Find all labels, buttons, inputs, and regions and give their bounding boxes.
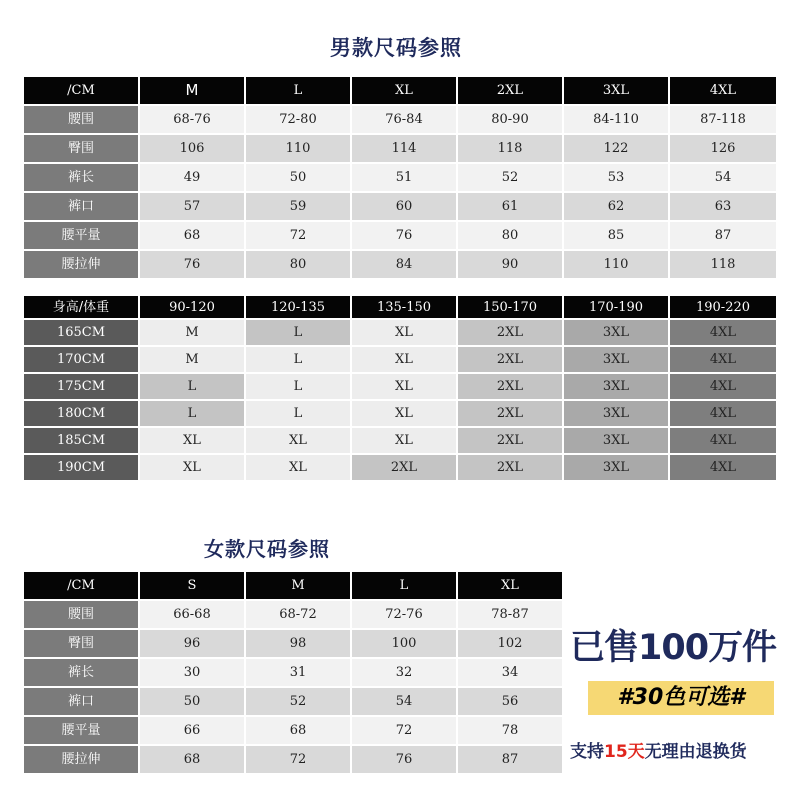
table-cell: 50 bbox=[140, 688, 244, 715]
row-label: 腰围 bbox=[24, 601, 138, 628]
row-label: 臀围 bbox=[24, 630, 138, 657]
table-cell: 49 bbox=[140, 164, 244, 191]
table-cell: 72 bbox=[246, 222, 350, 249]
header-cell: /CM bbox=[24, 77, 138, 104]
header-cell: XL bbox=[458, 572, 562, 599]
header-cell: 170-190 bbox=[564, 296, 668, 318]
row-label: 190CM bbox=[24, 455, 138, 480]
table-cell: 85 bbox=[564, 222, 668, 249]
table-cell: 31 bbox=[246, 659, 350, 686]
row-label: 175CM bbox=[24, 374, 138, 399]
table-cell: 34 bbox=[458, 659, 562, 686]
row-label: 腰平量 bbox=[24, 222, 138, 249]
table-cell: XL bbox=[352, 401, 456, 426]
header-cell: 2XL bbox=[458, 77, 562, 104]
men-fit-table bbox=[22, 294, 778, 482]
table-row bbox=[24, 193, 776, 220]
table-cell: L bbox=[246, 347, 350, 372]
table-cell: 87 bbox=[670, 222, 776, 249]
table-cell: 4XL bbox=[670, 320, 776, 345]
table-cell: 68-76 bbox=[140, 106, 244, 133]
table-cell: 56 bbox=[458, 688, 562, 715]
table-row bbox=[24, 601, 562, 628]
table-cell: 60 bbox=[352, 193, 456, 220]
sold-count-banner: 已售100万件 bbox=[570, 628, 777, 668]
table-cell: 84 bbox=[352, 251, 456, 278]
table-row bbox=[24, 717, 562, 744]
table-cell: 2XL bbox=[458, 320, 562, 345]
table-cell: 66-68 bbox=[140, 601, 244, 628]
table-cell: 68 bbox=[140, 222, 244, 249]
table-cell: 54 bbox=[670, 164, 776, 191]
table-cell: 76 bbox=[352, 746, 456, 773]
table-cell: XL bbox=[246, 455, 350, 480]
table-cell: L bbox=[140, 401, 244, 426]
women-measure-header-row bbox=[24, 572, 562, 599]
men-fit-header-row bbox=[24, 296, 776, 318]
men-measure-header-row bbox=[24, 77, 776, 104]
return-policy-text bbox=[570, 737, 800, 762]
table-row bbox=[24, 164, 776, 191]
table-cell: L bbox=[246, 320, 350, 345]
table-cell: 2XL bbox=[352, 455, 456, 480]
table-cell: 52 bbox=[458, 164, 562, 191]
table-row bbox=[24, 688, 562, 715]
table-cell: 61 bbox=[458, 193, 562, 220]
table-row bbox=[24, 320, 776, 345]
table-row bbox=[24, 630, 562, 657]
table-cell: 2XL bbox=[458, 401, 562, 426]
table-row bbox=[24, 106, 776, 133]
table-row bbox=[24, 347, 776, 372]
table-cell: 80 bbox=[246, 251, 350, 278]
table-row bbox=[24, 251, 776, 278]
table-cell: 118 bbox=[670, 251, 776, 278]
women-measure-table bbox=[22, 570, 564, 775]
table-cell: 59 bbox=[246, 193, 350, 220]
table-cell: 126 bbox=[670, 135, 776, 162]
table-cell: 102 bbox=[458, 630, 562, 657]
table-cell: 76 bbox=[140, 251, 244, 278]
table-cell: 78 bbox=[458, 717, 562, 744]
table-cell: XL bbox=[246, 428, 350, 453]
table-cell: 72 bbox=[246, 746, 350, 773]
table-cell: 106 bbox=[140, 135, 244, 162]
header-cell: M bbox=[246, 572, 350, 599]
table-cell: 68-72 bbox=[246, 601, 350, 628]
table-cell: 3XL bbox=[564, 455, 668, 480]
table-row bbox=[24, 135, 776, 162]
table-cell: 66 bbox=[140, 717, 244, 744]
table-cell: 3XL bbox=[564, 320, 668, 345]
row-label: 170CM bbox=[24, 347, 138, 372]
header-cell: /CM bbox=[24, 572, 138, 599]
table-cell: 122 bbox=[564, 135, 668, 162]
table-cell: M bbox=[140, 320, 244, 345]
table-cell: 57 bbox=[140, 193, 244, 220]
row-label: 180CM bbox=[24, 401, 138, 426]
table-cell: 78-87 bbox=[458, 601, 562, 628]
table-cell: 68 bbox=[246, 717, 350, 744]
table-cell: 72-76 bbox=[352, 601, 456, 628]
header-cell: M bbox=[140, 77, 244, 104]
table-row bbox=[24, 374, 776, 399]
table-cell: 87 bbox=[458, 746, 562, 773]
header-cell: 90-120 bbox=[140, 296, 244, 318]
table-cell: M bbox=[140, 347, 244, 372]
table-cell: 87-118 bbox=[670, 106, 776, 133]
header-cell: XL bbox=[352, 77, 456, 104]
header-cell: 身高/体重 bbox=[24, 296, 138, 318]
table-cell: L bbox=[246, 401, 350, 426]
return-policy-prefix: 支持 bbox=[570, 742, 604, 762]
header-cell: S bbox=[140, 572, 244, 599]
table-cell: 68 bbox=[140, 746, 244, 773]
table-cell: 50 bbox=[246, 164, 350, 191]
row-label: 裤口 bbox=[24, 193, 138, 220]
row-label: 185CM bbox=[24, 428, 138, 453]
table-cell: 32 bbox=[352, 659, 456, 686]
table-row bbox=[24, 746, 562, 773]
table-cell: 51 bbox=[352, 164, 456, 191]
table-cell: 76 bbox=[352, 222, 456, 249]
table-cell: XL bbox=[352, 347, 456, 372]
row-label: 裤长 bbox=[24, 659, 138, 686]
table-cell: 3XL bbox=[564, 374, 668, 399]
table-cell: 2XL bbox=[458, 428, 562, 453]
header-cell: 3XL bbox=[564, 77, 668, 104]
table-cell: 4XL bbox=[670, 374, 776, 399]
table-cell: XL bbox=[140, 428, 244, 453]
table-cell: 2XL bbox=[458, 455, 562, 480]
table-cell: 3XL bbox=[564, 428, 668, 453]
table-row bbox=[24, 401, 776, 426]
men-size-title: 男款尺码参照 bbox=[330, 36, 462, 60]
table-cell: 114 bbox=[352, 135, 456, 162]
header-cell: 190-220 bbox=[670, 296, 776, 318]
header-cell: 135-150 bbox=[352, 296, 456, 318]
table-cell: 52 bbox=[246, 688, 350, 715]
table-row bbox=[24, 222, 776, 249]
table-cell: 80 bbox=[458, 222, 562, 249]
table-cell: 72 bbox=[352, 717, 456, 744]
men-measure-table bbox=[22, 75, 778, 280]
row-label: 裤长 bbox=[24, 164, 138, 191]
table-cell: 53 bbox=[564, 164, 668, 191]
table-cell: L bbox=[140, 374, 244, 399]
table-cell: 118 bbox=[458, 135, 562, 162]
table-cell: 80-90 bbox=[458, 106, 562, 133]
women-size-title: 女款尺码参照 bbox=[204, 537, 330, 561]
table-cell: 30 bbox=[140, 659, 244, 686]
table-cell: 100 bbox=[352, 630, 456, 657]
row-label: 腰拉伸 bbox=[24, 251, 138, 278]
table-cell: XL bbox=[140, 455, 244, 480]
row-label: 腰拉伸 bbox=[24, 746, 138, 773]
table-cell: 62 bbox=[564, 193, 668, 220]
table-cell: 4XL bbox=[670, 428, 776, 453]
table-cell: 98 bbox=[246, 630, 350, 657]
table-cell: 4XL bbox=[670, 347, 776, 372]
table-cell: XL bbox=[352, 320, 456, 345]
table-cell: 2XL bbox=[458, 347, 562, 372]
color-options-badge: #30色可选# bbox=[588, 681, 774, 715]
table-cell: 110 bbox=[246, 135, 350, 162]
row-label: 腰围 bbox=[24, 106, 138, 133]
table-cell: 63 bbox=[670, 193, 776, 220]
row-label: 裤口 bbox=[24, 688, 138, 715]
return-policy-suffix: 无理由退换货 bbox=[644, 742, 747, 762]
header-cell: 4XL bbox=[670, 77, 776, 104]
table-cell: 3XL bbox=[564, 347, 668, 372]
table-cell: 110 bbox=[564, 251, 668, 278]
table-cell: 4XL bbox=[670, 455, 776, 480]
row-label: 腰平量 bbox=[24, 717, 138, 744]
return-policy-days: 15天 bbox=[604, 742, 645, 762]
table-cell: 90 bbox=[458, 251, 562, 278]
table-cell: 3XL bbox=[564, 401, 668, 426]
header-cell: L bbox=[352, 572, 456, 599]
table-row bbox=[24, 455, 776, 480]
header-cell: L bbox=[246, 77, 350, 104]
table-cell: 72-80 bbox=[246, 106, 350, 133]
table-row bbox=[24, 659, 562, 686]
table-row bbox=[24, 428, 776, 453]
table-cell: 2XL bbox=[458, 374, 562, 399]
table-cell: 76-84 bbox=[352, 106, 456, 133]
header-cell: 120-135 bbox=[246, 296, 350, 318]
header-cell: 150-170 bbox=[458, 296, 562, 318]
table-cell: 84-110 bbox=[564, 106, 668, 133]
table-cell: XL bbox=[352, 428, 456, 453]
row-label: 165CM bbox=[24, 320, 138, 345]
row-label: 臀围 bbox=[24, 135, 138, 162]
table-cell: 96 bbox=[140, 630, 244, 657]
table-cell: XL bbox=[352, 374, 456, 399]
table-cell: L bbox=[246, 374, 350, 399]
table-cell: 54 bbox=[352, 688, 456, 715]
table-cell: 4XL bbox=[670, 401, 776, 426]
